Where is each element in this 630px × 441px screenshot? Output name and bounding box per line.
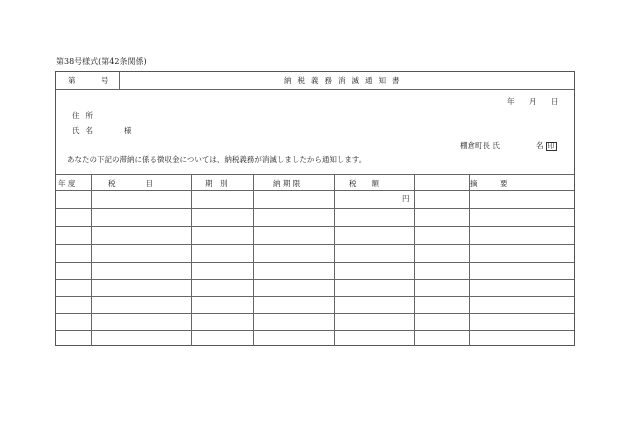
seal-mark: 印	[547, 142, 555, 150]
header-fiscal-year: 年 度	[58, 179, 76, 188]
header-tax-amount: 税 額	[349, 179, 379, 188]
date-day: 日	[551, 97, 559, 106]
form-reference: 第38号様式(第42条関係)	[56, 57, 147, 66]
header-period: 期 別	[205, 179, 228, 188]
issuer-name-suffix-text: 名	[536, 141, 544, 150]
number-label-go: 号	[101, 76, 109, 85]
issuer-title: 棚倉町長 氏	[460, 141, 500, 150]
number-label-dai: 第	[68, 76, 76, 85]
honorific-sama: 様	[124, 126, 132, 135]
name-label: 氏名	[72, 126, 99, 135]
form-title: 納税義務消滅通知書	[284, 76, 406, 85]
header-due-date: 納 期 限	[273, 179, 301, 188]
currency-unit: 円	[402, 194, 410, 203]
issuer-name-suffix	[536, 142, 557, 151]
address-label: 住所	[72, 111, 99, 120]
notice-form	[55, 71, 575, 346]
header-tax-item: 税 目	[108, 179, 153, 188]
notice-text: あなたの下記の滞納に係る徴収金については、納税義務が消滅しましたから通知します。	[67, 155, 367, 164]
date-month: 月	[529, 97, 537, 106]
header-remarks: 摘 要	[470, 179, 508, 188]
date-year: 年	[507, 97, 515, 106]
